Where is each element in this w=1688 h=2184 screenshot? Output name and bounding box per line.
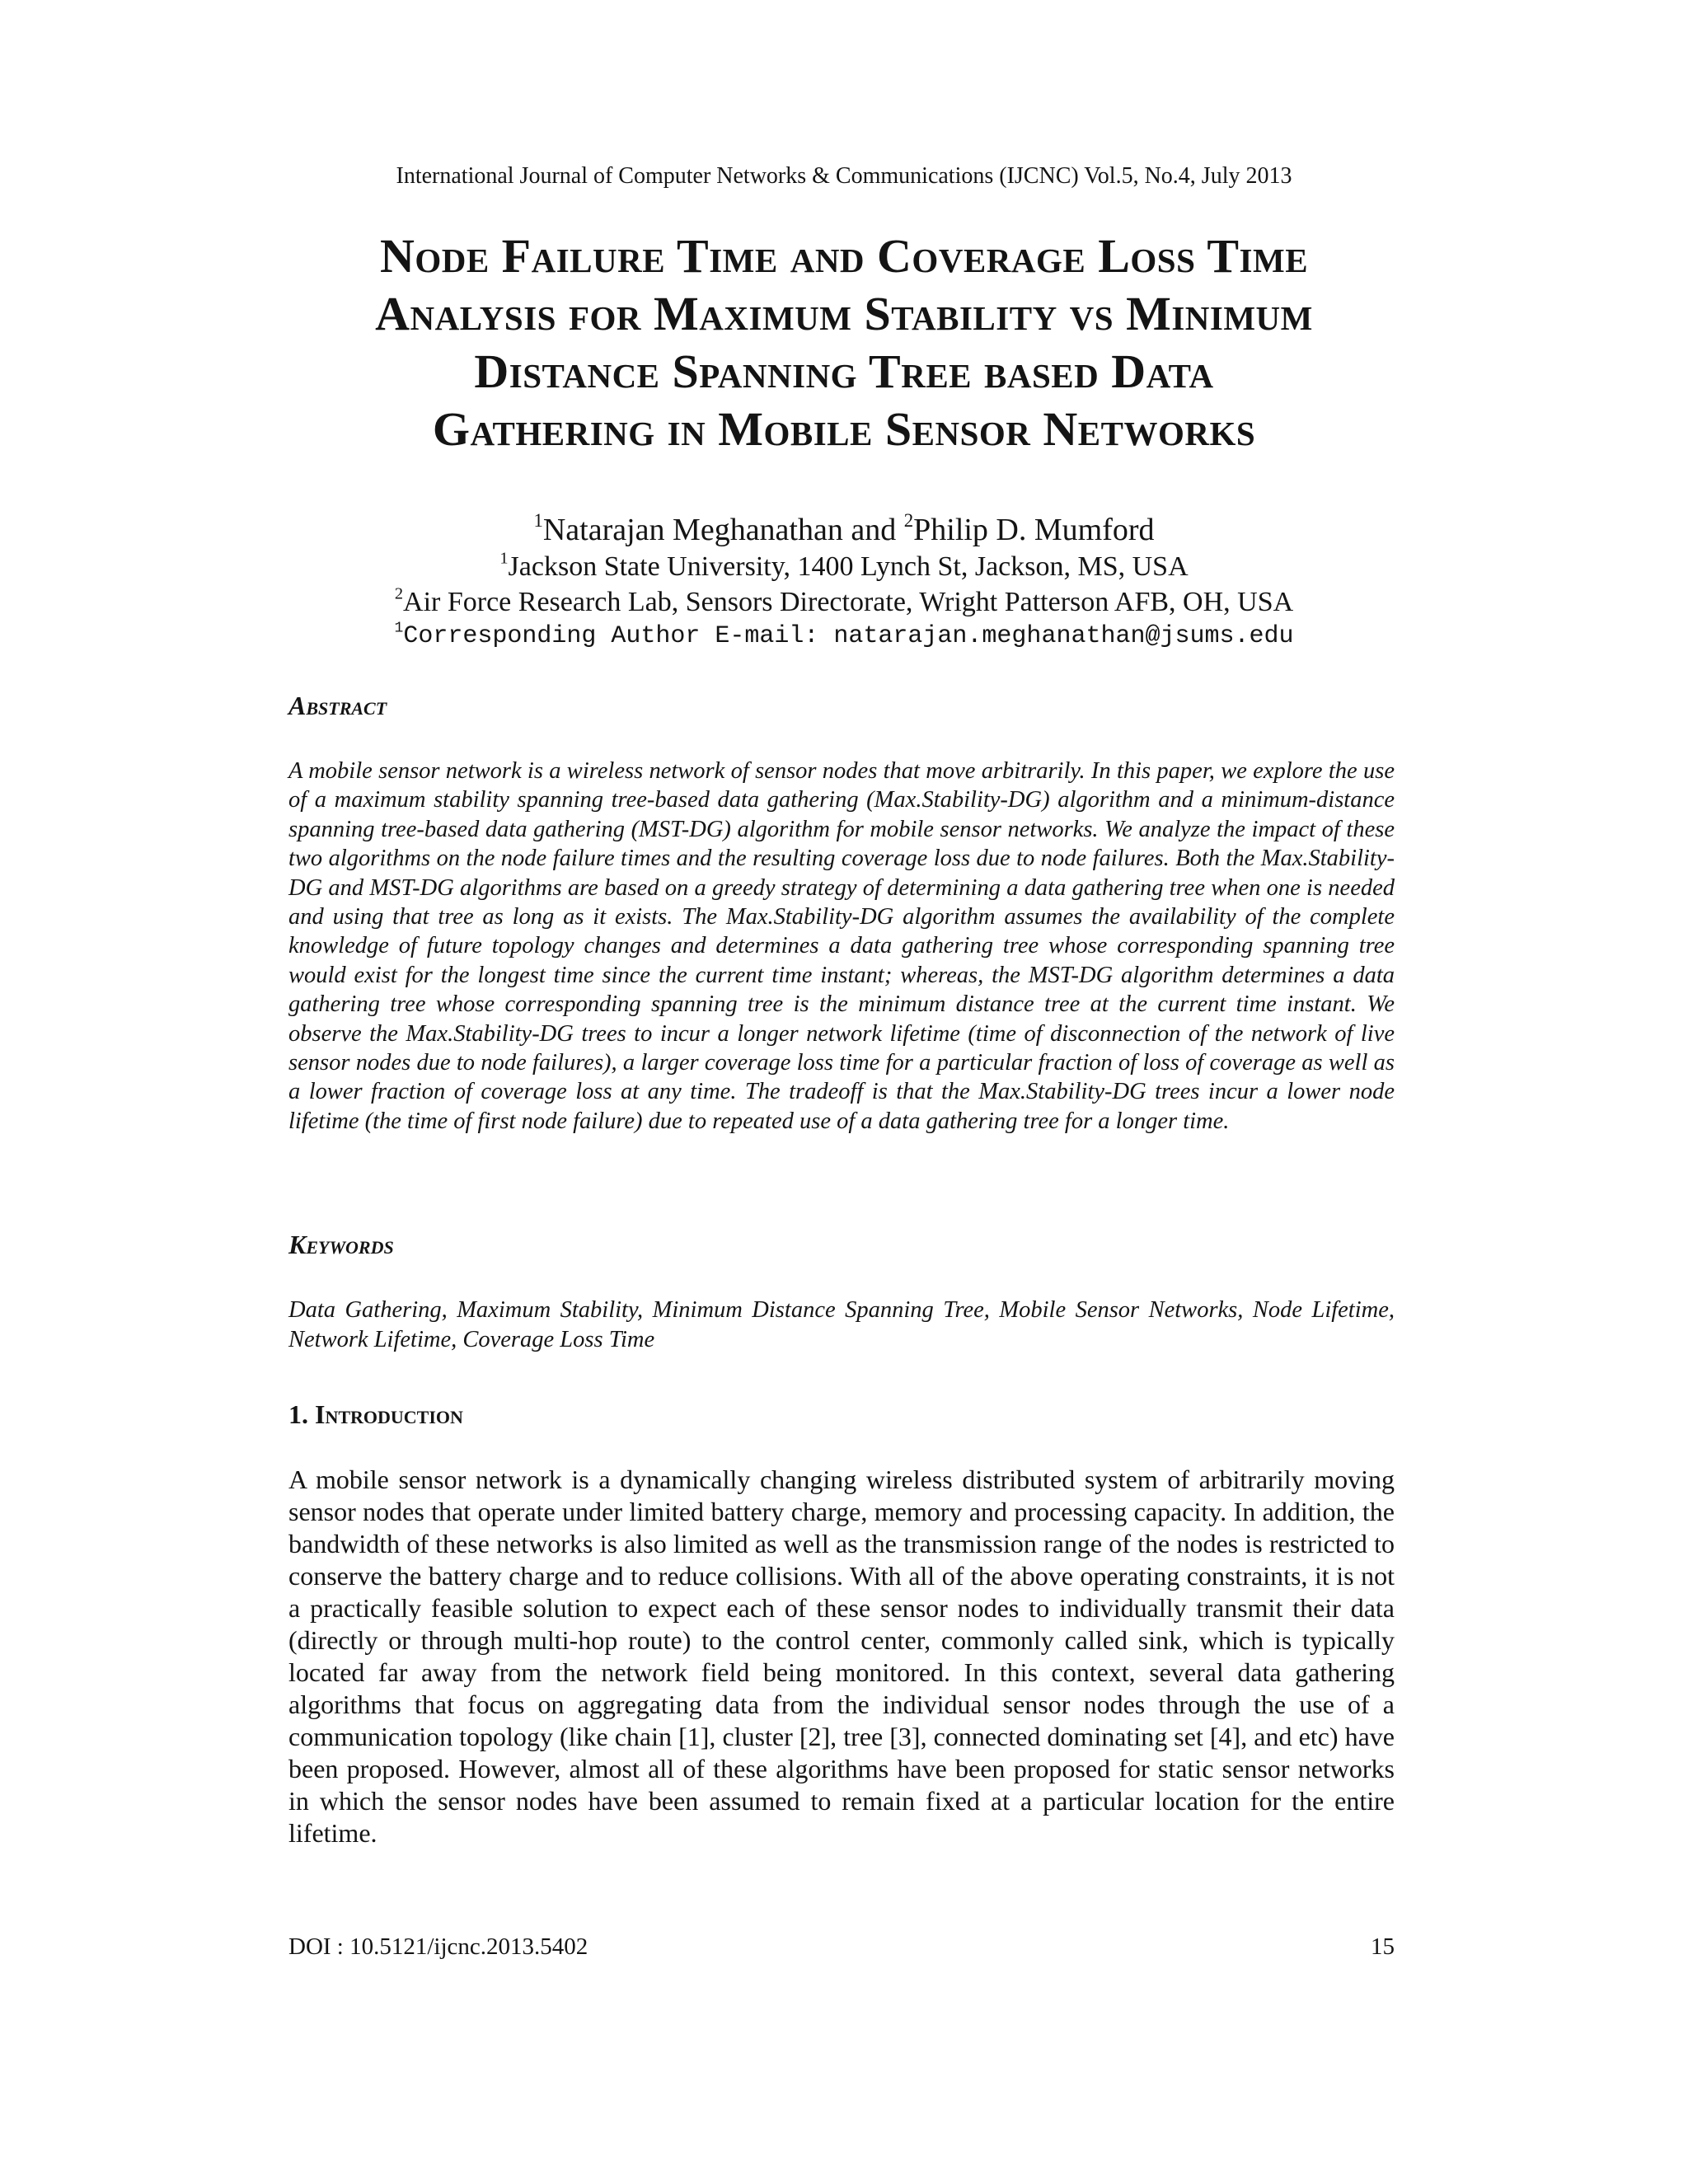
- title-line: Node Failure Time and Coverage Loss Time: [379, 229, 1309, 283]
- author1-superscript: 1: [533, 510, 543, 532]
- author2-superscript: 2: [903, 510, 914, 532]
- affiliation-1-text: Jackson State University, 1400 Lynch St, Jackson, MS, USA: [508, 551, 1189, 582]
- author2-name: Philip D. Mumford: [913, 513, 1155, 547]
- affiliation-1-superscript: 1: [499, 549, 509, 568]
- author-block: [0, 511, 1688, 653]
- abstract-heading: Abstract: [288, 691, 387, 720]
- title-line: Analysis for Maximum Stability vs Minimum: [375, 287, 1313, 340]
- email-text: Corresponding Author E-mail: natarajan.meghanathan@jsums.edu: [403, 622, 1294, 650]
- affiliation-1: [0, 549, 1688, 584]
- keywords-heading: Keywords: [288, 1230, 394, 1259]
- email-superscript: 1: [394, 620, 404, 637]
- affiliation-2-superscript: 2: [394, 584, 404, 603]
- corresponding-email: [0, 620, 1688, 653]
- abstract-text: A mobile sensor network is a wireless network of sensor nodes that move arbitrarily. In this paper, we explore the use of a maximum stability spanning tree-based data gathering (Max.Stability-DG) algorithm and a minimum-distance spanning tree-based data gathering (MST-DG) algorithm for mobile sensor networks. We analyze the impact of these two algorithms on the node failure times and the resulting coverage loss due to node failures. Both the Max.Stability-DG and MST-DG algorithms are based on a greedy strategy of determining a data gathering tree when one is needed and using that tree as long as it exists. The Max.Stability-DG algorithm assumes the availability of the complete knowledge of future topology changes and determines a data gathering tree whose corresponding spanning tree would exist for the longest time since the current time instant; whereas, the MST-DG algorithm determines a data gathering tree whose corresponding spanning tree is the minimum distance tree at the current time instant. We observe the Max.Stability-DG trees to incur a longer network lifetime (time of disconnection of the network of live sensor nodes due to node failures), a larger coverage loss time for a particular fraction of loss of coverage as well as a lower fraction of coverage loss at any time. The tradeoff is that the Max.Stability-DG trees incur a lower node lifetime (the time of first node failure) due to repeated use of a data gathering tree for a longer time.: [288, 758, 1395, 1134]
- author-names: [0, 511, 1688, 549]
- introduction-heading: 1. Introduction: [288, 1399, 463, 1429]
- author1-name: Natarajan Meghanathan and: [542, 513, 904, 547]
- affiliation-2-text: Air Force Research Lab, Sensors Directorate, Wright Patterson AFB, OH, USA: [403, 587, 1294, 617]
- paper-title: [206, 227, 1482, 458]
- doi-footer: DOI : 10.5121/ijcnc.2013.5402: [288, 1933, 588, 1960]
- title-line: Distance Spanning Tree based Data: [474, 344, 1214, 398]
- page-number: 15: [1371, 1933, 1395, 1960]
- introduction-text: A mobile sensor network is a dynamically changing wireless distributed system of arbitrarily moving sensor nodes that operate under limited battery charge, memory and processing capacity. In addition, the bandwidth of these networks is also limited as well as the transmission range of the nodes is restricted to conserve the battery charge and to reduce collisions. With all of the above operating constraints, it is not a practically feasible solution to expect each of these sensor nodes to individually transmit their data (directly or through multi-hop route) to the control center, commonly called sink, which is typically located far away from the network field being monitored. In this context, several data gathering algorithms that focus on aggregating data from the individual sensor nodes through the use of a communication topology (like chain [1], cluster [2], tree [3], connected dominating set [4], and etc) have been proposed. However, almost all of these algorithms have been proposed for static sensor networks in which the sensor nodes have been assumed to remain fixed at a particular location for the entire lifetime.: [288, 1465, 1395, 1848]
- affiliation-2: [0, 584, 1688, 620]
- title-line: Gathering in Mobile Sensor Networks: [432, 402, 1256, 456]
- running-head: International Journal of Computer Networks & Communications (IJCNC) Vol.5, No.4, July 2013: [396, 163, 1292, 189]
- keywords-text: Data Gathering, Maximum Stability, Minimum Distance Spanning Tree, Mobile Sensor Networks, Node Lifetime, Network Lifetime, Coverage Loss Time: [288, 1297, 1395, 1352]
